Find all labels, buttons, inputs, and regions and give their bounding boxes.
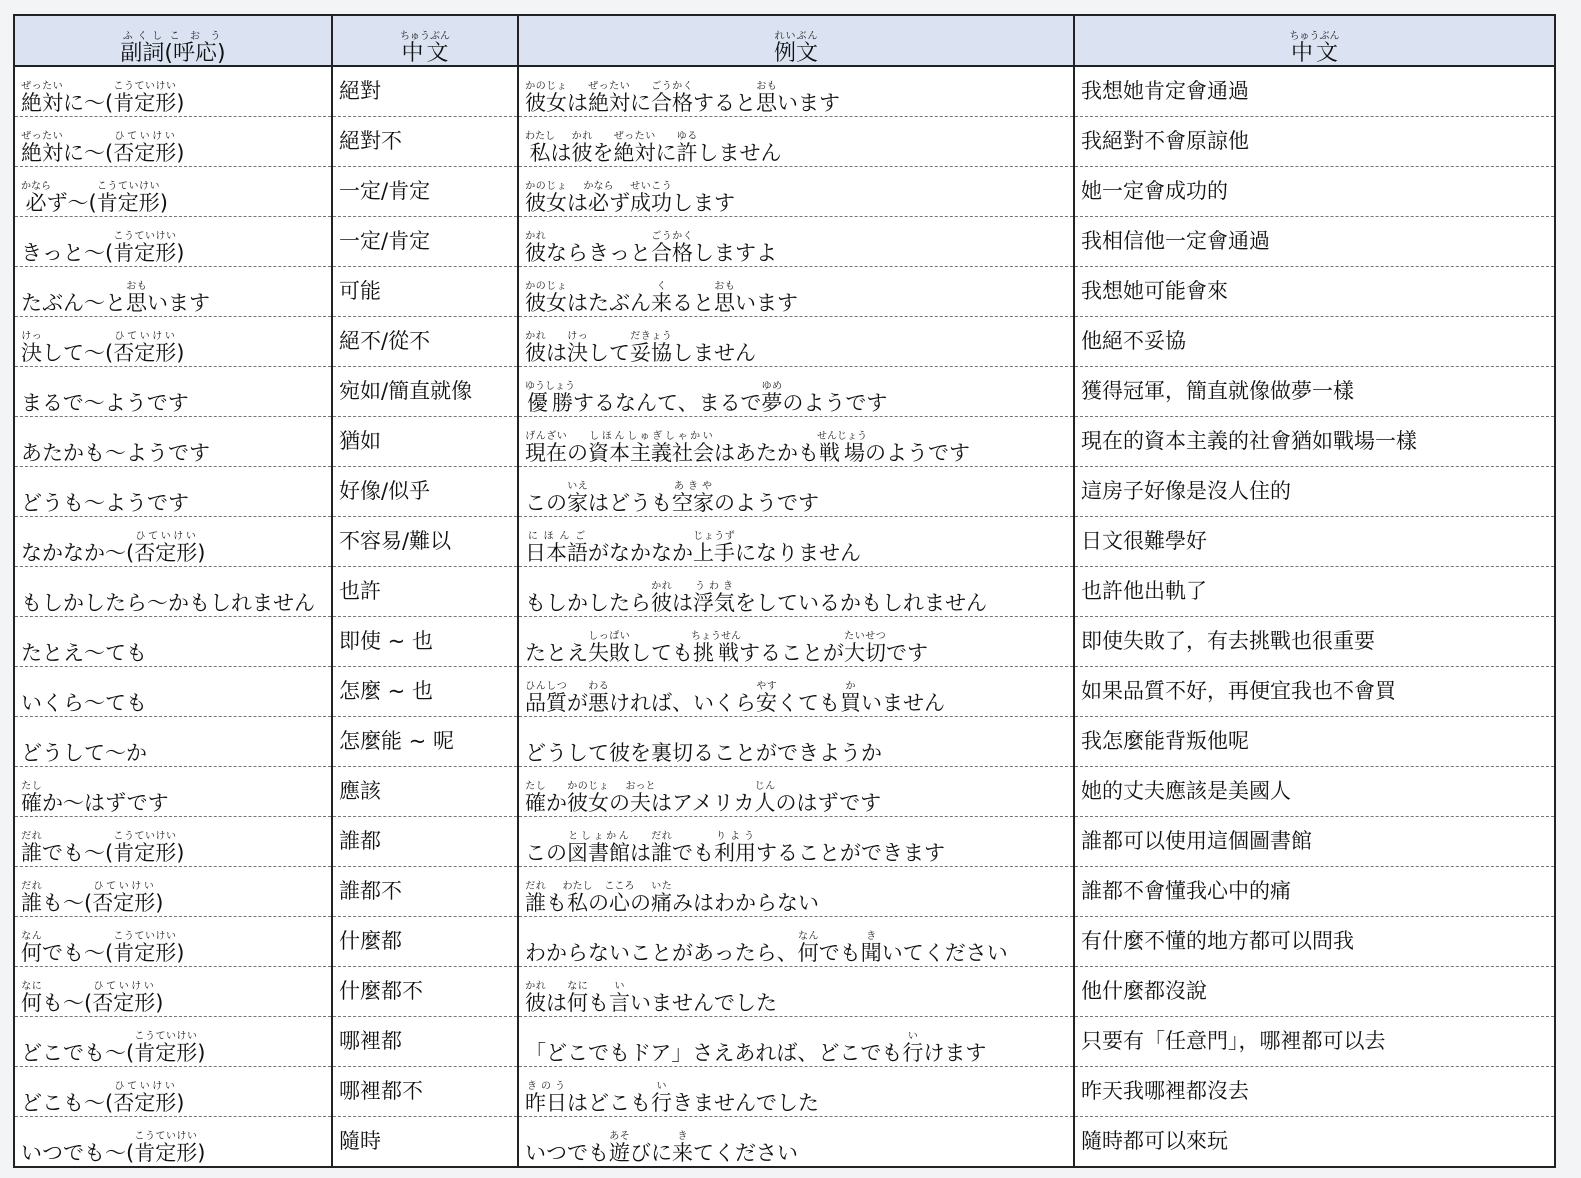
translation-cell: 也許他出軌了	[1074, 567, 1555, 617]
adverb-cell: どうして～か	[14, 717, 332, 767]
furigana-word: 決けっ	[21, 330, 42, 365]
furigana-word: 空家あきや	[672, 480, 714, 515]
example-cell: 現在げんざいの資本主義社会しほんしゅぎしゃかいはあたかも戦場せんじょうのようです	[518, 417, 1074, 467]
translation-cell: 只要有「任意門」，哪裡都可以去	[1074, 1017, 1555, 1067]
furigana-word: 痛いた	[651, 880, 672, 915]
meaning-cell: 也許	[332, 567, 518, 617]
table-row	[14, 567, 1555, 617]
table-row	[14, 417, 1555, 467]
meaning-cell: 誰都	[332, 817, 518, 867]
example-cell: 誰だれも私わたしの心こころの痛いたみはわからない	[518, 867, 1074, 917]
meaning-cell: 什麼都	[332, 917, 518, 967]
furigana-word: 誰だれ	[651, 830, 672, 865]
translation-cell: 昨天我哪裡都沒去	[1074, 1067, 1555, 1117]
meaning-cell: 可能	[332, 267, 518, 317]
adverb-cell: たとえ～ても	[14, 617, 332, 667]
translation-cell: 誰都可以使用這個圖書館	[1074, 817, 1555, 867]
translation-cell: 即使失敗了，有去挑戰也很重要	[1074, 617, 1555, 667]
furigana-word: 否定形ひていけい	[113, 1080, 177, 1115]
table-row	[14, 66, 1555, 117]
meaning-cell: 哪裡都	[332, 1017, 518, 1067]
furigana-word: 利用りよう	[714, 830, 756, 865]
furigana-word: 肯定形こうていけい	[96, 180, 160, 215]
adverb-cell: 必かならず～(肯定形こうていけい)	[14, 167, 332, 217]
furigana-word: 合格ごうかく	[651, 80, 693, 115]
example-cell: 品質ひんしつが悪わるければ、いくら安やすくても買かいません	[518, 667, 1074, 717]
furigana-word: 彼かれ	[651, 580, 672, 615]
adverb-cell: どこも～(否定形ひていけい)	[14, 1067, 332, 1117]
furigana-word: 肯定形こうていけい	[134, 1130, 198, 1165]
example-cell: 優勝ゆうしょうするなんて、まるで夢ゆめのようです	[518, 367, 1074, 417]
meaning-cell: 絕對不	[332, 117, 518, 167]
table-row	[14, 317, 1555, 367]
table-row	[14, 167, 1555, 217]
furigana-word: 来き	[672, 1130, 693, 1165]
furigana-word: 許ゆる	[676, 130, 698, 165]
table-row	[14, 717, 1555, 767]
table-row	[14, 867, 1555, 917]
translation-cell: 她的丈夫應該是美國人	[1074, 767, 1555, 817]
table-row	[14, 217, 1555, 267]
furigana-word: 行い	[902, 1030, 924, 1065]
header-chinese-meaning: 中文ちゅうぶん	[332, 15, 518, 66]
example-cell: 彼かれならきっと合格ごうかくしますよ	[518, 217, 1074, 267]
adverb-grammar-table	[13, 14, 1556, 1168]
example-cell: わからないことがあったら、何なんでも聞きいてください	[518, 917, 1074, 967]
furigana-word: 肯定形こうていけい	[113, 830, 177, 865]
meaning-cell: 怎麼能 ~ 呢	[332, 717, 518, 767]
adverb-cell: たぶん～と思おもいます	[14, 267, 332, 317]
translation-cell: 如果品質不好，再便宜我也不會買	[1074, 667, 1555, 717]
furigana-word: 否定形ひていけい	[92, 980, 156, 1015]
furigana-word: 何なに	[21, 980, 42, 1015]
translation-cell: 隨時都可以來玩	[1081, 1129, 1228, 1154]
translation-cell: 我想她肯定會通過	[1074, 66, 1555, 117]
adverb-cell: 絶対ぜったいに～(肯定形こうていけい)	[14, 66, 332, 117]
header-adverb: 副詞ふくし(呼応)こおう	[14, 15, 332, 66]
furigana-word: 彼かれ	[525, 330, 546, 365]
translation-cell: 誰都不會懂我心中的痛	[1074, 867, 1555, 917]
example-cell: 昨日きのうはどこも行いきませんでした	[518, 1067, 1074, 1117]
table-row	[14, 967, 1555, 1017]
adverb-cell: 誰だれも～(否定形ひていけい)	[14, 867, 332, 917]
furigana-word: 私わたし	[525, 130, 555, 165]
meaning-cell: 絕不/從不	[332, 317, 518, 367]
furigana-word: 私わたし	[562, 880, 593, 915]
furigana-word: 否定形ひていけい	[134, 530, 198, 565]
furigana-word: 誰だれ	[525, 880, 546, 915]
table-row	[14, 117, 1555, 167]
furigana-word: 彼女かのじょ	[567, 780, 609, 815]
adverb-cell: いくら～ても	[14, 667, 332, 717]
table-row	[14, 1117, 1555, 1168]
translation-cell: 有什麼不懂的地方都可以問我	[1074, 917, 1555, 967]
furigana-word: 必かなら	[21, 180, 51, 215]
furigana-word: 絶対ぜったい	[21, 130, 63, 165]
example-cell: いつでも遊あそびに来きてください	[518, 1117, 1074, 1168]
furigana-word: 品質ひんしつ	[525, 680, 567, 715]
translation-cell: 我絕對不會原諒他	[1074, 117, 1555, 167]
furigana-word: 図書館としょかん	[567, 830, 630, 865]
translation-cell: 我想她可能會來	[1074, 267, 1555, 317]
furigana-word: 思おも	[756, 80, 777, 115]
furigana-word: 挑戦ちょうせん	[691, 630, 741, 665]
translation-cell: 這房子好像是沒人住的	[1074, 467, 1555, 517]
furigana-word: 彼かれ	[525, 980, 546, 1015]
example-cell: この家いえはどうも空家あきやのようです	[518, 467, 1074, 517]
furigana-word: 肯定形こうていけい	[113, 80, 177, 115]
meaning-cell: 隨時	[332, 1117, 518, 1168]
meaning-cell: 誰都不	[332, 867, 518, 917]
adverb-cell: 何なにも～(否定形ひていけい)	[14, 967, 332, 1017]
table-row	[14, 467, 1555, 517]
furigana-word: 資本主義社会しほんしゅぎしゃかい	[588, 430, 714, 465]
table-row	[14, 367, 1555, 417]
table-row	[14, 1067, 1555, 1117]
adverb-cell: あたかも～ようです	[14, 417, 332, 467]
furigana-word: 彼女かのじょ	[525, 180, 567, 215]
example-cell: たとえ失敗しっぱいしても挑戦ちょうせんすることが大切たいせつです	[518, 617, 1074, 667]
furigana-word: 誰だれ	[21, 830, 42, 865]
adverb-cell: 何なんでも～(肯定形こうていけい)	[14, 917, 332, 967]
furigana-word: 戦場せんじょう	[817, 430, 867, 465]
example-cell: もしかしたら彼かれは浮気うわきをしているかもしれません	[518, 567, 1074, 617]
translation-cell: 他什麼都沒說	[1074, 967, 1555, 1017]
furigana-word: 肯定形こうていけい	[113, 930, 177, 965]
adverb-cell: 誰だれでも～(肯定形こうていけい)	[14, 817, 332, 867]
furigana-word: 成功せいこう	[630, 180, 672, 215]
furigana-word: 彼女かのじょ	[525, 280, 567, 315]
furigana-word: 現在げんざい	[525, 430, 567, 465]
furigana-word: 否定形ひていけい	[92, 880, 156, 915]
header-example-sentence: 例文れいぶん	[518, 15, 1074, 66]
example-cell: 私わたしは彼かれを絶対ぜったいに許ゆるしません	[518, 117, 1074, 167]
furigana-word: 合格ごうかく	[651, 230, 693, 265]
table-row	[14, 667, 1555, 717]
furigana-word: 何なん	[21, 930, 42, 965]
furigana-word: 優勝ゆうしょう	[525, 380, 575, 415]
furigana-word: 買か	[840, 680, 861, 715]
furigana-word: 絶対ぜったい	[588, 80, 630, 115]
furigana-word: 言い	[609, 980, 630, 1015]
header-chinese-translation: 中文ちゅうぶん	[1074, 15, 1555, 66]
table-row	[14, 1017, 1555, 1067]
furigana-word: 夢ゆめ	[761, 380, 783, 415]
furigana-word: 思おも	[714, 280, 735, 315]
translation-cell: 現在的資本主義的社會猶如戰場一樣	[1074, 417, 1555, 467]
adverb-cell: まるで～ようです	[14, 367, 332, 417]
adverb-cell: どこでも～(肯定形こうていけい)	[14, 1017, 332, 1067]
table-row	[14, 517, 1555, 567]
furigana-word: 彼かれ	[571, 130, 593, 165]
furigana-word: 肯定形こうていけい	[134, 1030, 198, 1065]
furigana-word: 聞き	[860, 930, 882, 965]
furigana-word: 日本語にほんご	[525, 530, 588, 565]
furigana-word: 上手じょうず	[693, 530, 735, 565]
table-row	[14, 917, 1555, 967]
meaning-cell: 哪裡都不	[332, 1067, 518, 1117]
furigana-word: 肯定形こうていけい	[113, 230, 177, 265]
table-row	[14, 267, 1555, 317]
meaning-cell: 什麼都不	[332, 967, 518, 1017]
example-cell: 「どこでもドア」さえあれば、どこでも行いけます	[518, 1017, 1074, 1067]
furigana-word: 絶対ぜったい	[613, 130, 656, 165]
example-cell: 彼かれは何なにも言いいませんでした	[518, 967, 1074, 1017]
table-row	[14, 767, 1555, 817]
table-body	[14, 66, 1555, 1167]
furigana-word: 行い	[651, 1080, 672, 1115]
example-cell: 彼女かのじょは絶対ぜったいに合格ごうかくすると思おもいます	[518, 66, 1074, 117]
furigana-word: 彼かれ	[525, 230, 546, 265]
furigana-word: 絶対ぜったい	[21, 80, 63, 115]
furigana-word: 誰だれ	[21, 880, 42, 915]
translation-cell: 日文很難學好	[1074, 517, 1555, 567]
furigana-word: 確たし	[525, 780, 546, 815]
adverb-cell: 決けっして～(否定形ひていけい)	[14, 317, 332, 367]
example-cell: この図書館としょかんは誰だれでも利用りようすることができます	[518, 817, 1074, 867]
furigana-word: 家いえ	[567, 480, 588, 515]
meaning-cell: 宛如/簡直就像	[332, 367, 518, 417]
translation-cell: 他絕不妥協	[1074, 317, 1555, 367]
adverb-cell: なかなか～(否定形ひていけい)	[14, 517, 332, 567]
furigana-word: 否定形ひていけい	[113, 130, 177, 165]
furigana-word: 安やす	[756, 680, 777, 715]
furigana-word: 思おも	[126, 280, 147, 315]
meaning-cell: 好像/似乎	[332, 467, 518, 517]
example-cell: 日本語にほんごがなかなか上手じょうずになりません	[518, 517, 1074, 567]
example-cell: どうして彼を裏切ることができようか	[518, 717, 1074, 767]
table-row	[14, 617, 1555, 667]
meaning-cell: 一定/肯定	[332, 167, 518, 217]
adverb-cell: 絶対ぜったいに～(否定形ひていけい)	[14, 117, 332, 167]
example-cell: 確たしか彼女かのじょの夫おっとはアメリカ人じんのはずです	[518, 767, 1074, 817]
furigana-word: 決けっ	[567, 330, 588, 365]
furigana-word: 昨日きのう	[525, 1080, 567, 1115]
furigana-word: 大切たいせつ	[844, 630, 886, 665]
meaning-cell: 絕對	[332, 66, 518, 117]
meaning-cell: 一定/肯定	[332, 217, 518, 267]
table-row	[14, 817, 1555, 867]
adverb-cell: 確たしか～はずです	[14, 767, 332, 817]
furigana-word: 否定形ひていけい	[113, 330, 177, 365]
translation-cell: 我怎麼能背叛他呢	[1074, 717, 1555, 767]
translation-cell: 我相信他一定會通過	[1074, 217, 1555, 267]
adverb-cell: きっと～(肯定形こうていけい)	[14, 217, 332, 267]
furigana-word: 何なん	[797, 930, 819, 965]
translation-cell: 她一定會成功的	[1074, 167, 1555, 217]
translation-cell: 獲得冠軍，簡直就像做夢一樣	[1074, 367, 1555, 417]
example-cell: 彼女かのじょはたぶん来くると思おもいます	[518, 267, 1074, 317]
meaning-cell: 怎麼 ~ 也	[332, 667, 518, 717]
example-cell: 彼女かのじょは必かならず成功せいこうします	[518, 167, 1074, 217]
furigana-word: 遊あそ	[609, 1130, 630, 1165]
furigana-word: 心こころ	[604, 880, 635, 915]
adverb-cell: もしかしたら～かもしれません	[14, 567, 332, 617]
adverb-cell: いつでも～(肯定形こうていけい)	[14, 1117, 332, 1168]
furigana-word: 悪わる	[588, 680, 609, 715]
furigana-word: 失敗しっぱい	[588, 630, 630, 665]
example-cell: 彼かれは決けっして妥協だきょうしません	[518, 317, 1074, 367]
meaning-cell: 不容易/難以	[332, 517, 518, 567]
furigana-word: 夫おっと	[625, 780, 656, 815]
adverb-cell: どうも～ようです	[14, 467, 332, 517]
meaning-cell: 應該	[332, 767, 518, 817]
furigana-word: 必かなら	[583, 180, 614, 215]
header-row	[14, 15, 1555, 66]
meaning-cell: 猶如	[332, 417, 518, 467]
furigana-word: 来く	[651, 280, 672, 315]
furigana-word: 何なに	[567, 980, 588, 1015]
furigana-word: 妥協だきょう	[630, 330, 672, 365]
meaning-cell: 即使 ~ 也	[332, 617, 518, 667]
furigana-word: 確たし	[21, 780, 42, 815]
furigana-word: 浮気うわき	[693, 580, 735, 615]
furigana-word: 彼女かのじょ	[525, 80, 567, 115]
furigana-word: 人じん	[754, 780, 776, 815]
